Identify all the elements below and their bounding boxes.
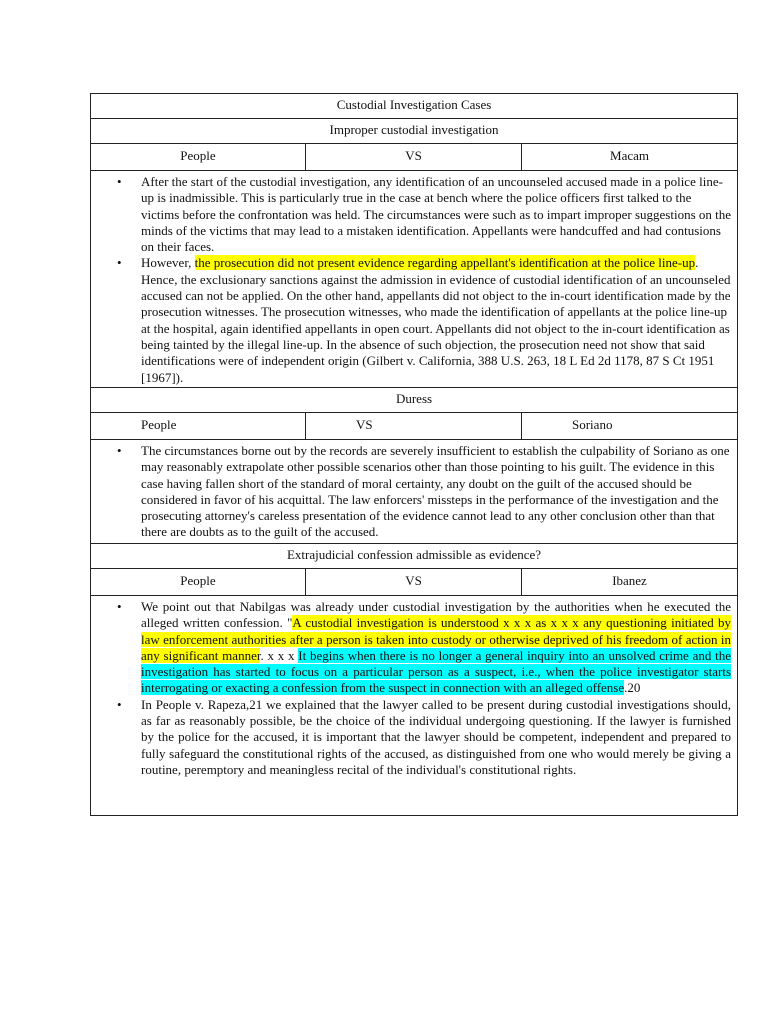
case-parties-row [91, 144, 738, 171]
case-parties-row [91, 413, 738, 440]
bullet-text: After the start of the custodial investigation, any identification of an uncounseled accused made in a police line-up is inadmissible. This is particularly true in the case at bench where the police officers first talked to the victims before the confrontation was held. The circumstances were such as to impart improper suggestions on the minds of the victims that may lead to a mistaken identification. Appellants were handcuffed and had contusions on their faces. [141, 174, 732, 255]
bullet-list [141, 599, 731, 778]
case-body-row [91, 596, 738, 816]
section-heading: Extrajudicial confession admissible as evidence? [91, 544, 738, 569]
party-right: Macam [522, 144, 738, 171]
highlighted-text-cyan: It begins when there is no longer a general inquiry into an unsolved crime and the investigation has started to focus on a particular person as a suspect, i.e., when the police investigator starts interrogating or exacting a confession from the suspect in connection with an alleged offense [141, 647, 732, 696]
bullet-text-mid: . x x x [260, 647, 299, 663]
section-heading-row [91, 119, 738, 144]
section-heading: Improper custodial investigation [91, 119, 738, 144]
table-title-row [91, 94, 738, 119]
case-body [91, 171, 738, 388]
party-vs: VS [306, 569, 522, 596]
section-heading-row [91, 388, 738, 413]
document-table [90, 93, 737, 816]
bullet-text: In People v. Rapeza,21 we explained that the lawyer called to be present during custodial investigations should, as far as reasonably possible, be the choice of the individual undergoing questioning. If the lawyer is furnished by the police for the accused, it is important that the lawyer should be competent, independent and prepared to fully safeguard the constitutional rights of the accused, as distinguished from one who would merely be giving a routine, peremptory and meaningless recital of the individual's constitutional rights. [141, 696, 732, 777]
party-left: People [91, 569, 306, 596]
party-left: People [91, 144, 306, 171]
bullet-text-pre: However, [141, 255, 195, 271]
bullet-text-pre: We point out that Nabilgas was already under custodial investigation by the authorities when he executed the alleged written confession. " [141, 599, 732, 631]
highlighted-text: A custodial investigation is understood x x x as x x x any questioning initiated by law enforcement authorities after a person is taken into custody or otherwise deprived of his freedom of action in any significant manner [141, 615, 732, 663]
party-vs: VS [306, 413, 522, 440]
bullet-text-post: .20 [624, 680, 641, 696]
table-title: Custodial Investigation Cases [91, 94, 738, 119]
bullet-list [141, 443, 731, 541]
list-item [141, 443, 731, 541]
section-heading-row [91, 544, 738, 569]
bullet-list [141, 174, 731, 386]
bullet-text-post: . Hence, the exclusionary sanctions against the admission in evidence of custodial identification of an uncounseled accused can not be applied. On the other hand, appellants did not object to the in-court identification made by the prosecution witnesses. The prosecution witnesses, who made the identification of appellants at the police line-up at the hospital, again identified appellants in open court. Appellants did not object to the in-court identification as being tainted by the illegal line-up. In the absence of such objection, the prosecution need not show that said identifications were of independent origin (Gilbert v. California, 388 U.S. 263, 18 L Ed 2d 1178, 87 S Ct 1951 [1967]). [141, 255, 731, 385]
party-vs: VS [306, 144, 522, 171]
case-parties-row [91, 569, 738, 596]
case-body-row [91, 171, 738, 388]
highlighted-text: the prosecution did not present evidence regarding appellant's identification at the police line-up [194, 255, 696, 271]
section-heading: Duress [91, 388, 738, 413]
list-item [141, 174, 731, 255]
party-left: People [91, 413, 306, 440]
party-right: Ibanez [522, 569, 738, 596]
case-body-row [91, 440, 738, 544]
list-item [141, 697, 731, 778]
case-body [91, 440, 738, 544]
party-right: Soriano [522, 413, 738, 440]
case-body [91, 596, 738, 816]
list-item [141, 599, 731, 697]
bullet-text: The circumstances borne out by the records are severely insufficient to establish the culpability of Soriano as one may reasonably extrapolate other possible scenarios other than those pointing to his guilt. The evidence in this case having fallen short of the standard of moral certainty, any doubt on the guilt of the accused should be considered in favor of his acquittal. The law enforcers' missteps in the performance of the investigation and the prosecuting attorney's careless presentation of the evidence cannot lead to any other conclusion other than that there are doubts as to the guilt of the accused. [141, 443, 730, 540]
list-item [141, 255, 731, 385]
